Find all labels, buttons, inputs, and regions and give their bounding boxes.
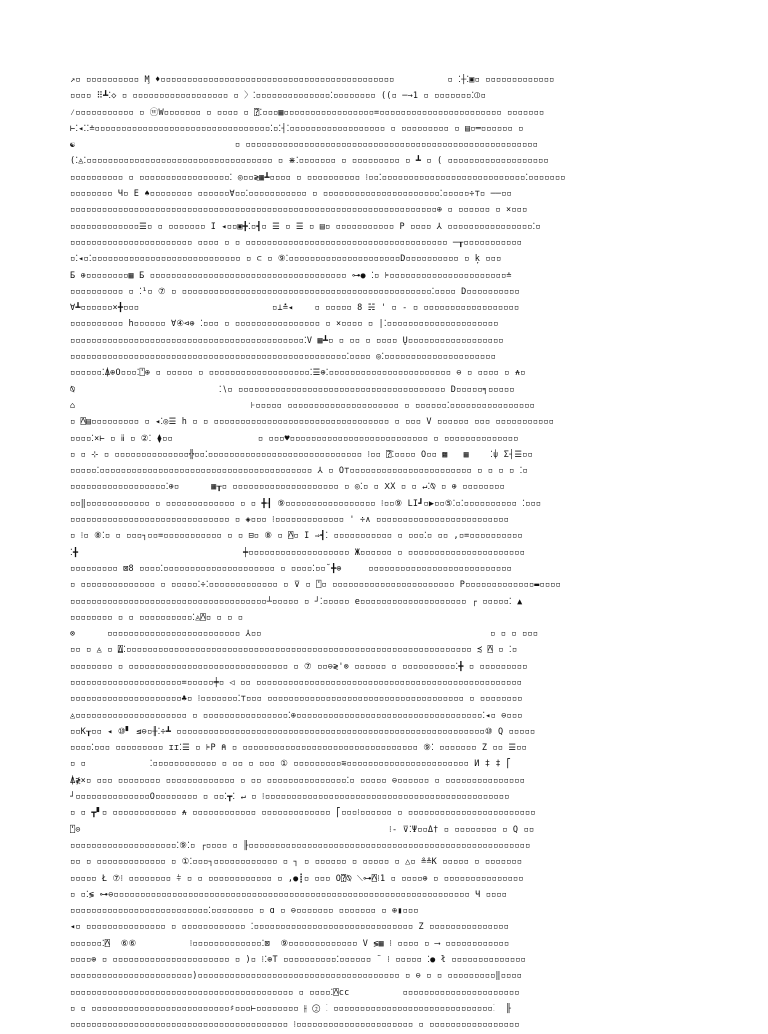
text-line: ▫⁚◂▫⁚▫▫▫▫▫▫▫▫▫▫▫▫▫▫▫▫▫▫▫▫▫▫▫▫▫▫▫▫ ▫ ⊂ ▫ ⑨⁚▫▫▫▫▫▫▫▫▫▫▫▫▫▫▫▫▫▫▫▫▫D▫▫▫▫▫▫▫▫▫▫ ▫ ķ ▫▫▫ <box>70 254 502 265</box>
text-line: ▫ ▫ ▫▫▫▫▫▫▫▫▫▫▫▫▫▫▫▫▫▫▫▫▫▫▫▫▫▫♯▫▫▫⊢▫▫▫▫▫▫▫▫ ⫲ ② ⁚ ▫▫▫▫▫▫▫▫▫▫▫▫▫▫▫▫▫▫▫▫▫▫▫▫▫▫▫▫▫▫⁚ ╟ <box>70 1003 512 1014</box>
text-line: ▫▫▫▫▫▫▫▫▫▫▫▫▫▫▫▫▫▫▫▫▫▫▫)▫▫▫▫▫▫▫▫▫▫▫▫▫▫▫▫▫▫▫▫▫▫▫▫▫▫▫▫▫▫▫▫▫▫▫▫▫▫ ▫ ⊖ ▫ ▫ ▫▫▫▫▫▫▫▫▫‖▫▫▫▫ <box>70 971 522 982</box>
text-line: ▫▫ ▫ ▫▫▫▫▫▫▫▫▫▫▫▫▫ ▫ ①⁚▫▫▫┐▫▫▫▫▫▫▫▫▫▫▫▫ ▫ ┐ ▫ ▫▫▫▫▫▫ ▫ ▫▫▫▫▫ ▫ △▫ ≗≗K ▫▫▫▫▫ ▫ ▫▫▫▫▫▫▫ <box>70 857 523 868</box>
text-line: ▫▫▫▫⁚×⊢ ▫ ⅱ ▫ ②⁚ ⧫▫▫ ▫ ▫▫▫♥▫▫▫▫▫▫▫▫▫▫▫▫▫▫▫▫▫▫▫▫▫▫▫▫▫▫ ▫ ▫▫▫▫▫▫▫▫▫▫▫▫▫▫ <box>70 433 519 444</box>
text-line: (⁚◬⁚▫▫▫▫▫▫▫▫▫▫▫▫▫▫▫▫▫▫▫▫▫▫▫▫▫▫▫▫▫▫▫▫▫▫▫ ▫ ⋇⁚▫▫▫▫▫▫▫ ▫ ▫▫▫▫▫▫▫▫▫ ▫ ┻ ▫ ( ▫▫▫▫▫▫▫▫▫▫▫▫▫▫▫▫▫▫▫ <box>70 156 549 167</box>
text-line: ⁚╋ ┿▫▫▫▫▫▫▫▫▫▫▫▫▫▫▫▫▫▫▫ Ж▫▫▫▫▫▫ ▫ ▫▫▫▫▫▫▫▫▫▫▫▫▫▫▫▫▫▫▫▫▫▫ <box>70 547 525 558</box>
text-line: ▫▫▫▫▫ Ł ⑦⁝ ▫▫▫▫▫▫▫▫ ⫩ ▫ ▫ ▫▫▫▫▫▫▫▫▫▫▫▫ ▫ ,●┋▫ ▫▫▫ O⍰⍉ ⟍⊶⍓⁝1 ▫ ▫▫▫▫⊕ ▫ ▫▫▫▫▫▫▫▫▫▫▫▫▫▫▫ <box>70 873 524 884</box>
text-line: ▫ ▫ ⊹ ▫ ▫▫▫▫▫▫▫▫▫▫▫▫▫▫╬▫▫⁚▫▫▫▫▫▫▫▫▫▫▫▫▫▫▫▫▫▫▫▫▫▫▫▫▫▫▫▫▫ ⁝▫▫ ⍰⁚▫▫▫▫ O▫▫ ▩ ▦ ⁚⍦ Σ┤☰▫▫ <box>70 449 533 460</box>
text-line: ▫▫▫▫▫▫⁚⍋⊕O▫▫▫⁚⍞⊕ ▫ ▫▫▫▫▫ ▫ ▫▫▫▫▫▫▫▫▫▫▫▫▫▫▫▫▫▫▫⁚☰⊕⁚▫▫▫▫▫▫▫▫▫▫▫▫▫▫▫▫▫▫▫▫▫▫▫ ⊖ ▫ ▫▫▫▫ ▫ ⍲▫ <box>70 368 526 379</box>
text-line: ▫▫▫▫▫▫▫▫▫▫ ▫ ▫▫▫▫▫▫▫▫▫▫▫▫▫▫▫▫▫⁚ ◎▫▫≷▦┻▫▫▫▫ ▫ ▫▫▫▫▫▫▫▫▫▫ ⁝▫▫⁚▫▫▫▫▫▫▫▫▫▫▫▫▫▫▫▫▫▫▫▫▫▫▫▫▫▫▫⁚▫▫▫▫▫▫▫ <box>70 172 566 183</box>
text-line: ▫▫▫▫▫▫▫▫▫▫▫▫▫▫▫▫▫▫▫▫▫▫▫ ▫▫▫▫ ▫ ▫ ▫▫▫▫▫▫▫▫▫▫▫▫▫▫▫▫▫▫▫▫▫▫▫▫▫▫▫▫▫▫▫▫▫▫▫▫▫▫ ─┰▫▫▫▫▫▫▫▫▫▫▫ <box>70 237 522 248</box>
text-line: ▫▫▫▫▫▫▫▫▫▫ ▫ ⁚¹▫ ⑦ ▫ ▫▫▫▫▫▫▫▫▫▫▫▫▫▫▫▫▫▫▫▫▫▫▫▫▫▫▫▫▫▫▫▫▫▫▫▫▫▫▫▫▫▫▫▫▫▫▫⁚▫▫▫▫ D▫▫▫▫▫▫▫▫▫▫ <box>70 286 520 297</box>
text-line: ▫▫▫▫⊕ ▫ ▫▫▫▫▫▫▫▫▫▫▫▫▫▫▫▫▫▫▫▫▫▫ ▫ )▫ ⁝⁚⊕T ▫▫▫▫▫▫▫▫▫▫⁚▫▫▫▫▫▫ ¨ ⁝ ▫▫▫▫▫ ⁚● ł ▫▫▫▫▫▫▫▫▫▫▫▫▫▫ <box>70 955 526 966</box>
text-line: ▫▫▫▫▫▫▫▫▫▫▫▫▫▫▫▫▫▫▫▫▫♣▫ ⁝▫▫▫▫▫▫▫⁚⊤▫▫▫ ▫▫▫▫▫▫▫▫▫▫▫▫▫▫▫▫▫▫▫▫▫▫▫▫▫▫▫▫▫▫▫▫▫▫▫▫▫ ▫ ▫▫▫▫▫▫▫▫ <box>70 694 523 705</box>
text-line: ▫ ⁝▫ ⑧⁚▫ ▫ ▫▫▫┐▫▫=▫▫▫▫▫▫▫▫▫▫▫ ▫ ▫ ⊟▫ ⑧ ▫ ⍓▫ I ⇒┫⁚ ▫▫▫▫▫▫▫▫▫▫▫ ▫ ▫▫▫⁚▫ ▫▫ ,▫=▫▫▫▫▫▫▫▫▫▫ <box>70 531 523 542</box>
text-line: ⍉ ⁚∖▫ ▫▫▫▫▫▫▫▫▫▫▫▫▫▫▫▫▫▫▫▫▫▫▫▫▫▫▫▫▫▫▫▫▫▫▫▫▫▫▫ D▫▫▫▫▫╕▫▫▫▫▫ <box>70 384 515 395</box>
text-line: ▫▫▫▫⁚▫▫▫ ▫▫▫▫▫▫▫▫▫ ɪɪ⁚☰ ▫ ⊧P ⍝ ▫ ▫▫▫▫▫▫▫▫▫▫▫▫▫▫▫▫▫▫▫▫▫▫▫▫▫▫▫▫▫▫▫▫▫ ⑨⁚ ▫▫▫▫▫▫▫ Z ▫▫ ☰▫▫ <box>70 743 527 754</box>
text-line: ▫▫▫▫▫▫⁚⍓ ⑥⑥ ⁝▫▫▫▫▫▫▫▫▫▫▫▫▫⁚⊠ ⑨▫▫▫▫▫▫▫▫▫▫▫▫▫ V ≶▦ ⁝ ▫▫▫▫ ▫ ⟶ ▫▫▫▫▫▫▫▫▫▫▫▫ <box>70 938 510 949</box>
text-line: ⊗ ▫▫▫▫▫▫▫▫▫▫▫▫▫▫▫▫▫▫▫▫▫▫▫▫▫ ⅄▫▫ ▫ ▫ ▫ ▫▫▫ <box>70 629 539 640</box>
text-line: ◂▫ ▫▫▫▫▫▫▫▫▫▫▫▫▫▫▫ ▫ ▫▫▫▫▫▫▫▫▫▫▫▫ ⁚▫▫▫▫▫▫▫▫▫▫▫▫▫▫▫▫▫▫▫▫▫▫▫▫▫▫▫▫▫▫ Z ▫▫▫▫▫▫▫▫▫▫▫▫▫▫▫ <box>70 922 509 933</box>
text-line: ▫▫▫▫▫▫▫▫ ▫ ▫▫▫▫▫▫▫▫▫▫▫▫▫▫▫▫▫▫▫▫▫▫▫▫▫▫▫▫▫▫ ▫ ⑦ ▫▫⊖≷'⊗ ▫▫▫▫▫▫ ▫ ▫▫▫▫▫▫▫▫▫▫⁚╋ ▫ ▫▫▫▫▫▫▫▫▫ <box>70 661 528 672</box>
text-line: ▫▫K┰▫▫ ◂ ⑩▘ ⊴⊖▫╫⁚÷┻ ▫▫▫▫▫▫▫▫▫▫▫▫▫▫▫▫▫▫▫▫▫▫▫▫▫▫▫▫▫▫▫▫▫▫▫▫▫▫▫▫▫▫▫▫▫▫▫▫▫▫▫▫▫▫▫▫▫▫⑩ Q ▫▫▫▫▫ <box>70 726 536 737</box>
text-line: ▫▫▫▫▫▫▫▫▫▫▫▫▫▫▫▫▫▫▫▫▫▫▫▫▫▫▫▫▫▫▫▫▫▫▫▫▫▫▫▫▫▫▫▫▫▫▫▫▫▫▫▫▫▫▫▫▫▫▫▫▫▫▫▫▫▫▫▫▫⊕ ▫ ▫▫▫▫▫▫ ▫ ×▫▫▫ <box>70 205 528 216</box>
text-line: ⍞⊙ ⁝- ⊽⁚Ψ▫▫Δ† ▫ ▫▫▫▫▫▫▫▫ ▫ Q ▫▫ <box>70 824 535 835</box>
text-line: ▫▫▫▫▫▫▫▫▫▫▫▫▫☰▫ ▫ ▫▫▫▫▫▫▫ I ◂▫▫▣╋⁚▫┫▫ ☰ ▫ ☰ ▫ ▤▫ ▫▫▫▫▫▫▫▫▫▫▫ P ▫▫▫▫ ⅄ ▫▫▫▫▫▫▫▫▫▫▫▫▫▫▫▫⁚▫ <box>70 221 541 232</box>
text-line: ☯ ▫ ▫▫▫▫▫▫▫▫▫▫▫▫▫▫▫▫▫▫▫▫▫▫▫▫▫▫▫▫▫▫▫▫▫▫▫▫▫▫▫▫▫▫▫▫▫▫▫▫▫▫▫▫▫▫▫ <box>70 140 538 151</box>
text-line: ▫▫▫▫▫▫▫▫▫▫▫▫▫▫▫▫▫▫▫▫▫▫▫▫▫▫▫▫▫▫▫▫▫▫▫▫▫▫▫▫▫ ⁝▫▫▫▫▫▫▫▫▫▫▫▫▫▫▫▫▫▫▫▫▫▫ ▫ ▫▫▫▫▫▫▫▫▫▫▫▫▫▫▫▫▫ <box>70 1020 520 1031</box>
text-line: ▫▫▫▫▫▫▫▫▫▫▫▫▫▫▫▫▫▫▫▫▫=▫▫▫▫▫╪▫ ◁ ▫▫ ▫▫▫▫▫▫▫▫▫▫▫▫▫▫▫▫▫▫▫▫▫▫▫▫▫▫▫▫▫▫▫▫▫▫▫▫▫▫▫▫▫▫▫▫▫▫▫▫▫▫ <box>70 677 522 688</box>
text-line: ▫▫‖▫▫▫▫▫▫▫▫▫▫▫▫ ▫ ▫▫▫▫▫▫▫▫▫▫▫▫▫ ▫ ▫ ╋┨ ⑨▫▫▫▫▫▫▫▫▫▫▫▫▫▫▫▫▫ ⁝▫▫⑨ LI┛▫▶▫▫⑤⁚▫⁚▫▫▫▫▫▫▫▫▫▫ ⁚▫▫▫ <box>70 498 542 509</box>
text-line: ⍋≹×▫ ▫▫▫ ▫▫▫▫▫▫▫▫ ▫▫▫▫▫▫▫▫▫▫▫▫▫ ▫ ▫▫ ▫▫▫▫▫▫▫▫▫▫▫▫▫▫▫⁚▫ ▫▫▫▫▫ ⊖▫▫▫▫▫▫ ▫ ▫▫▫▫▫▫▫▫▫▫▫▫▫▫▫ <box>70 775 525 786</box>
text-line: ⊢⁚◂⁚⁚≐▫▫▫▫▫▫▫▫▫▫▫▫▫▫▫▫▫▫▫▫▫▫▫▫▫▫▫▫▫▫▫▫▫⁚▫⁚┤⁚▫▫▫▫▫▫▫▫▫▫▫▫▫▫▫▫▫▫ ▫ ▫▫▫▫▫▫▫▫▫ ▫ ▤▫═▫▫▫▫▫▫ ▫ <box>70 123 524 134</box>
text-line: ⌂ ⊦▫▫▫▫▫ ▫▫▫▫▫▫▫▫▫▫▫▫▫▫▫▫▫▫▫▫▫ ▫ ▫▫▫▫▫▫⁚▫▫▫▫▫▫▫▫▫▫▫▫▫▫▫▫ <box>70 400 535 411</box>
text-line: ▫▫▫▫ ⠿┻⁚◇ ▫ ▫▫▫▫▫▫▫▫▫▫▫▫▫▫▫▫▫▫ ▫ 〉⁚▫▫▫▫▫▫▫▫▫▫▫▫▫▫⁚▫▫▫▫▫▫▫▫ ((▫ ─→1 ▫ ▫▫▫▫▫▫▫⁚⦶▫ <box>70 91 486 102</box>
text-line: ▫▫▫▫▫▫▫▫▫▫▫▫▫▫▫▫▫▫▫▫▫▫▫▫▫▫▫▫▫▫▫▫▫▫▫▫▫┴▫▫▫▫▫ ▫ ┘⁚▫▫▫▫▫ e▫▫▫▫▫▫▫▫▫▫▫▫▫▫▫▫▫▫▫▫ ┌ ▫▫▫▫▫⁚ ▲ <box>70 596 523 607</box>
text-line: ▫ ▫ ⁚▫▫▫▫▫▫▫▫▫▫▫▫ ▫ ▫▫ ▫ ▫▫▫ ① ▫▫▫▫▫▫▫▫▫≋▫▫▫▫▫▫▫▫▫▫▫▫▫▫▫▫▫▫▫▫▫▫▫ И ‡ ‡ ⎡ <box>70 759 512 770</box>
text-line: ▫▫▫▫▫▫▫▫▫▫▫▫▫▫▫▫▫▫⁚⊕▫ ▦┰▫ ▫▫▫▫▫▫▫▫▫▫▫▫▫▫▫▫▫▫▫▫ ▫ ◎⁚▫ ▫ ⅩX ▫ ▫ ↵⁚⍉ ▫ ⊕ ▫▫▫▫▫▫▫▫ <box>70 482 505 493</box>
text-line: ▫▫▫▫▫▫▫▫▫▫▫▫▫▫▫▫▫▫▫▫▫▫▫▫▫▫⁚▫▫▫▫▫▫▫▫ ▫ ɑ ▫ ⊖▫▫▫▫▫▫▫ ▫▫▫▫▫▫▫ ▫ ⊕▮▫▫▫ <box>70 906 419 917</box>
text-line: ┘▫▫▫▫▫▫▫▫▫▫▫▫▫▫O▫▫▫▫▫▫▫▫ ▫ ▫▫⁚┳⁚ ↵ ▫ ⁝▫▫▫▫▫▫▫▫▫▫▫▫▫▫▫▫▫▫▫▫▫▫▫▫▫▫▫▫▫▫▫▫▫▫▫▫▫▫▫▫▫▫▫▫▫▫ <box>70 792 510 803</box>
text-line: ▫ ⍓▤▫▫▫▫▫▫▫▫▫ ▫ ◂⁚◎☰ h ▫ ▫ ▫▫▫▫▫▫▫▫▫▫▫▫▫▫▫▫▫▫▫▫▫▫▫▫▫▫▫▫▫▫▫▫▫ ▫ ▫▫▫ V ▫▫▫▫▫▫ ▫▫▫ ▫▫▫▫▫▫▫▫▫▫▫ <box>70 417 554 428</box>
text-line: ▫ ▫▫▫▫▫▫▫▫▫▫▫▫▫▫ ▫ ▫▫▫▫▫⁚÷⁚▫▫▫▫▫▫▫▫▫▫▫▫▫ ▫ ⊽ ▫ ⍞▫ ▫▫▫▫▫▫▫▫▫▫▫▫▫▫▫▫▫▫▫▫▫▫▫ P▫▫▫▫▫▫▫▫▫▫▫▫▫▬▫▫▫▫ <box>70 580 561 591</box>
text-line: ▫▫ ▫ ◬ ▫ ⍍⁚▫▫▫▫▫▫▫▫▫▫▫▫▫▫▫▫▫▫▫▫▫▫▫▫▫▫▫▫▫▫▫▫▫▫▫▫▫▫▫▫▫▫▫▫▫▫▫▫▫▫▫▫▫▫▫▫▫▫▫▫▫▫▫▫▫ ≾ ⍓ ▫ ⁚▫ <box>70 645 518 656</box>
document-body <box>70 72 698 1034</box>
text-line: ▫▫▫▫▫▫▫▫▫▫▫▫▫▫▫▫▫▫▫▫▫▫▫▫▫▫▫▫▫▫▫▫▫▫▫▫▫▫▫▫▫▫ ▫ ▫▫▫▫⁚⍓cc ▫▫▫▫▫▫▫▫▫▫▫▫▫▫▫▫▫▫▫▫▫▫ <box>70 987 520 998</box>
text-line: ▫▫▫▫▫▫▫▫▫▫▫▫▫▫▫▫▫▫▫▫▫▫▫▫▫▫▫▫▫▫▫▫▫▫▫▫▫▫▫▫▫▫▫▫▫▫▫▫▫▫▫▫⁚▫▫▫▫ ◎⁚▫▫▫▫▫▫▫▫▫▫▫▫▫▫▫▫▫▫▫▫▫ <box>70 352 496 363</box>
text-line: ▫▫▫▫▫▫▫▫▫ ⊠8 ▫▫▫▫⁚▫▫▫▫▫▫▫▫▫▫▫▫▫▫▫▫▫▫▫▫▫ ▫ ▫▫▫▫⁚▫▫˘╋⊕ ▫▫▫▫▫▫▫▫▫▫▫▫▫▫▫▫▫▫▫▫▫▫▫▫▫▫▫ <box>70 563 512 574</box>
text-line: ▫▫▫▫▫▫▫▫▫▫▫▫▫▫▫▫▫▫▫▫⁚⑨⁚▫ ┌▫▫▫▫ ▫ ╟▫▫▫▫▫▫▫▫▫▫▫▫▫▫▫▫▫▫▫▫▫▫▫▫▫▫▫▫▫▫▫▫▫▫▫▫▫▫▫▫▫▫▫▫▫▫▫▫▫▫▫▫▫ <box>70 840 531 851</box>
text-line: ▫▫▫▫▫▫▫▫▫▫ h▫▫▫▫▫▫ ∀④⊲⊕ ⁚▫▫▫ ▫ ▫▫▫▫▫▫▫▫▫▫▫▫▫▫▫▫ ▫ ×▫▫▫▫ ▫ |⁚▫▫▫▫▫▫▫▫▫▫▫▫▫▫▫▫▫▫▫▫▫ <box>70 319 499 330</box>
text-line: ▫▫▫▫▫⁚▫▫▫▫▫▫▫▫▫▫▫▫▫▫▫▫▫▫▫▫▫▫▫▫▫▫▫▫▫▫▫▫▫▫▫▫▫▫▫▫ ⅄ ▫ O⊤▫▫▫▫▫▫▫▫▫▫▫▫▫▫▫▫▫▫▫▫▫▫▫ ▫ ▫ ▫ ▫ ⁚▫ <box>70 466 528 477</box>
text-line: ▫▫▫▫▫▫▫▫ Ч▫ E ♠▫▫▫▫▫▫▫▫ ▫▫▫▫▫▫∀▫▫⁚▫▫▫▫▫▫▫▫▫▫▫ ▫ ▫▫▫▫▫▫▫▫▫▫▫▫▫▫▫▫▫▫▫▫▫▫⁚▫▫▫▫▫÷⊤▫ ──▫▫ <box>70 189 512 200</box>
text-line: ◬▫▫▫▫▫▫▫▫▫▫▫▫▫▫▫▫▫▫▫▫▫ ▫ ▫▫▫▫▫▫▫▫▫▫▫▫▫▫▫▫⁚⊕▫▫▫▫▫▫▫▫▫▫▫▫▫▫▫▫▫▫▫▫▫▫▫▫▫▫▫▫▫▫▫▫▫▫▫⁚◂▫ ⊖▫▫▫ <box>70 710 523 721</box>
text-line: ▫▫▫▫▫▫▫▫ ▫ ▫ ▫▫▫▫▫▫▫▫▫▫⁚◬⍓▫ ▫ ▫ ▫ <box>70 612 244 623</box>
text-line: ▫▫▫▫▫▫▫▫▫▫▫▫▫▫▫▫▫▫▫▫▫▫▫▫▫▫▫▫▫▫ ▫ ◈▫▫▫ ⁝▫▫▫▫▫▫▫▫▫▫▫▫▫ ' ÷∧ ▫▫▫▫▫▫▫▫▫▫▫▫▫▫▫▫▫▫▫▫▫▫▫▫▫ <box>70 515 509 526</box>
text-line: ▫▫▫▫▫▫▫▫▫▫▫▫▫▫▫▫▫▫▫▫▫▫▫▫▫▫▫▫▫▫▫▫▫▫▫▫▫▫▫▫▫▫▫▫⁚V ▦┻▫ ▫ ▫▫ ▫ ▫▫▫▫ Ų▫▫▫▫▫▫▫▫▫▫▫▫▫▫▫▫▫▫ <box>70 335 504 346</box>
text-line: ▫ ▫⁚≶ ⊶⊖▫▫▫▫▫▫▫▫▫▫▫▫▫▫▫▫▫▫▫▫▫▫▫▫▫▫▫▫▫▫▫▫▫▫▫▫▫▫▫▫▫▫▫▫▫▫▫▫▫▫▫▫▫▫▫▫▫▫▫▫▫▫▫▫▫▫▫ Ч ▫▫▫▫ <box>70 889 507 900</box>
text-line: Ƃ ⊕▫▫▫▫▫▫▫▫▦ Ƃ ▫▫▫▫▫▫▫▫▫▫▫▫▫▫▫▫▫▫▫▫▫▫▫▫▫▫▫▫▫▫▫▫▫▫▫▫▫ ⊶● ⁚▫ ⊧▫▫▫▫▫▫▫▫▫▫▫▫▫▫▫▫▫▫▫▫▫▫≐ <box>70 270 512 281</box>
text-line: ∀┻▫▫▫▫▫▫×╋▫▫▫ ▫⊥≛◂ ▫ ▫▫▫▫▫ 8 ☵ ' ▫ - ▫ ▫▫▫▫▫▫▫▫▫▫▫▫▫▫▫▫▫▫ <box>70 303 520 314</box>
text-line: ⁄▫▫▫▫▫▫▫▫▫▫▫ ▫ ⓦW▫▫▫▫▫▫▫ ▫ ▫▫▫▫ ▫ ⍰⁚▫▫▫▦▫▫▫▫▫▫▫▫▫▫▫▫▫▫▫▫▫=▫▫▫▫▫▫▫▫▫▫▫▫▫▫▫▫▫▫▫▫▫▫▫ ▫▫▫▫▫▫▫ <box>70 107 545 118</box>
text-line: ▫ ▫ ┳▘▫ ▫▫▫▫▫▫▫▫▫▫▫▫ ⍲ ▫▫▫▫▫▫▫▫▫▫▫▫ ▫▫▫▫▫▫▫▫▫▫▫▫▫ ⎡▫▫▫⁝▫▫▫▫▫▫ ▫ ▫▫▫▫▫▫▫▫▫▫▫▫▫▫▫▫▫▫▫▫▫▫▫▫ <box>70 808 536 819</box>
text-line: ↗▫ ▫▫▫▫▫▫▫▫▫▫ M̧ ♦▫▫▫▫▫▫▫▫▫▫▫▫▫▫▫▫▫▫▫▫▫▫▫▫▫▫▫▫▫▫▫▫▫▫▫▫▫▫▫▫▫▫▫▫ ▫ ⁚┼⁚▣▫ ▫▫▫▫▫▫▫▫▫▫▫▫▫ <box>70 75 555 85</box>
